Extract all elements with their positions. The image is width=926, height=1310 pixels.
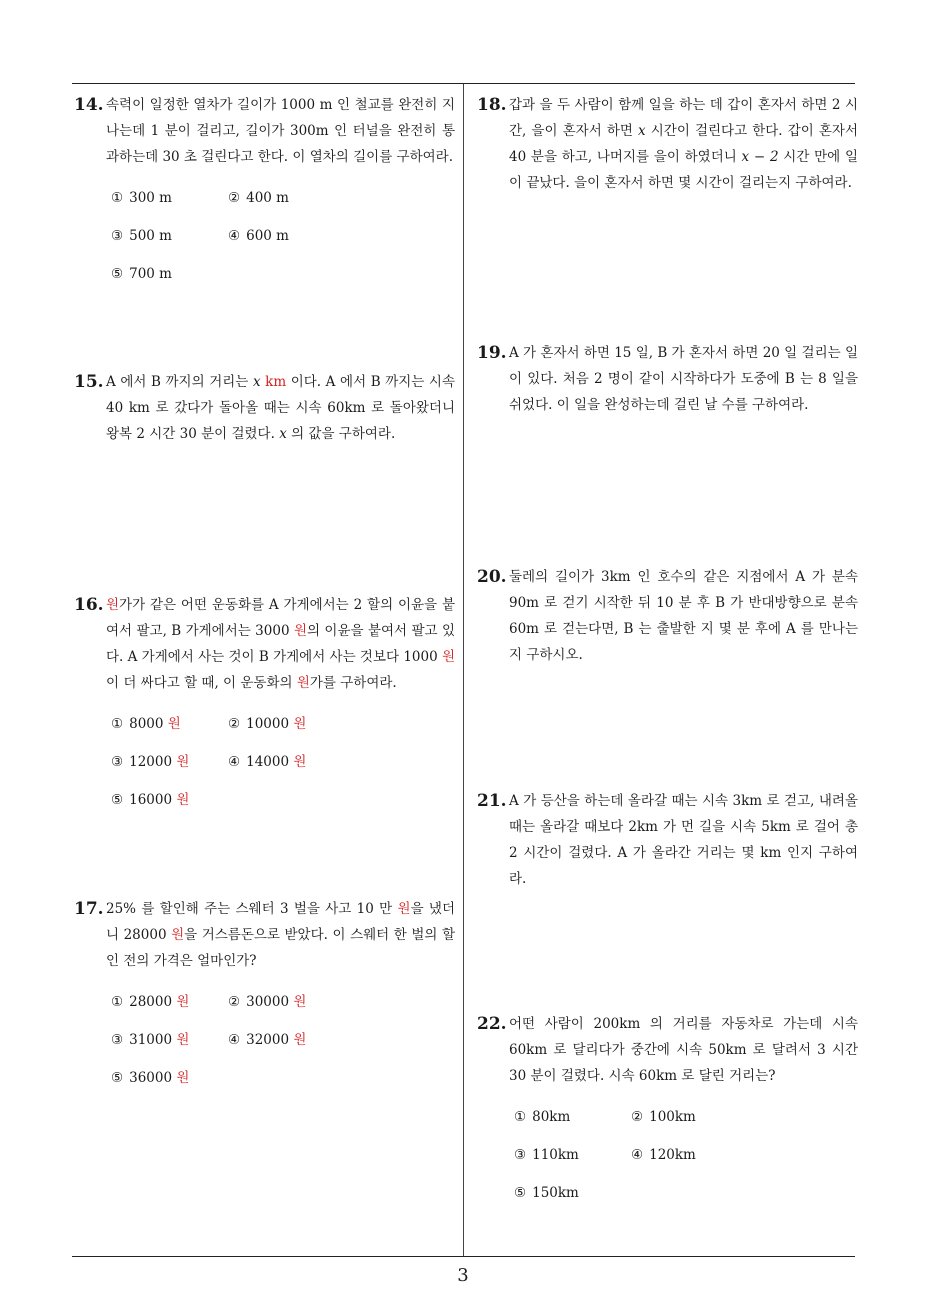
question-15 xyxy=(74,369,455,447)
option-1[interactable]: ① 300 m xyxy=(111,190,172,206)
option-3[interactable]: ③ 12000 원 xyxy=(111,754,190,770)
answer-options xyxy=(111,991,431,1089)
option-2[interactable]: ② 100km xyxy=(631,1109,696,1125)
answer-options xyxy=(514,1106,834,1204)
question-text: 속력이 일정한 열차가 길이가 1000 m 인 철교를 완전히 지나는데 1 분이 걸리고, 길이가 300m 인 터널을 완전히 통과하는데 30 초 걸린다고 한다. 이 열차의 길이를 구하여라. xyxy=(106,97,455,165)
option-5[interactable]: ⑤ 36000 원 xyxy=(111,1070,190,1086)
question-14 xyxy=(74,92,455,285)
question-18 xyxy=(477,92,858,196)
column-divider xyxy=(463,84,464,1256)
option-5[interactable]: ⑤ 700 m xyxy=(111,266,172,282)
option-4[interactable]: ④ 600 m xyxy=(228,228,289,244)
question-17 xyxy=(74,896,455,1089)
question-16 xyxy=(74,592,455,811)
question-text: 갑과 을 두 사람이 함께 일을 하는 데 갑이 혼자서 하면 2 시간, 을이 혼자서 하면 x 시간이 걸린다고 한다. 갑이 혼자서 40 분을 하고, 나머지를 을이 하였더니 x − 2 시간 만에 일이 끝났다. 을이 혼자서 하면 몇 시간이 걸리는지 구하여라. xyxy=(509,97,858,191)
option-3[interactable]: ③ 500 m xyxy=(111,228,172,244)
question-19 xyxy=(477,340,858,418)
question-text: A 가 혼자서 하면 15 일, B 가 혼자서 하면 20 일 걸리는 일이 있다. 처음 2 명이 같이 시작하다가 도중에 B 는 8 일을 쉬었다. 이 일을 완성하는데 걸린 날 수를 구하여라. xyxy=(509,345,858,413)
question-number: 20. xyxy=(477,567,507,587)
option-3[interactable]: ③ 31000 원 xyxy=(111,1032,190,1048)
question-text: 25% 를 할인해 주는 스웨터 3 벌을 사고 10 만 원을 냈더니 28000 원을 거스름돈으로 받았다. 이 스웨터 한 벌의 할인 전의 가격은 얼마인가? xyxy=(106,901,456,969)
question-number: 21. xyxy=(477,791,507,811)
question-number: 22. xyxy=(477,1014,507,1034)
answer-options xyxy=(111,187,431,285)
option-1[interactable]: ① 8000 원 xyxy=(111,716,181,732)
option-2[interactable]: ② 10000 원 xyxy=(228,716,307,732)
option-2[interactable]: ② 400 m xyxy=(228,190,289,206)
question-text: A 에서 B 까지의 거리는 x km 이다. A 에서 B 까지는 시속 40 km 로 갔다가 돌아올 때는 시속 60km 로 돌아왔더니 왕복 2 시간 30 분이 걸렸다. x 의 값을 구하여라. xyxy=(106,374,455,442)
question-number: 14. xyxy=(74,95,104,115)
question-number: 19. xyxy=(477,343,507,363)
bottom-rule xyxy=(72,1256,855,1257)
option-4[interactable]: ④ 32000 원 xyxy=(228,1032,307,1048)
question-21 xyxy=(477,788,858,892)
page-number: 3 xyxy=(457,1265,469,1286)
question-text: A 가 등산을 하는데 올라갈 때는 시속 3km 로 걷고, 내려올 때는 올라갈 때보다 2km 가 먼 길을 시속 5km 로 걸어 총 2 시간이 걸렸다. A 가 올라간 거리는 몇 km 인지 구하여라. xyxy=(509,793,858,887)
question-22 xyxy=(477,1011,858,1204)
question-text: 원가가 같은 어떤 운동화를 A 가게에서는 2 할의 이윤을 붙여서 팔고, B 가게에서는 3000 원의 이윤을 붙여서 팔고 있다. A 가게에서 사는 것이 B 가게에서 사는 것보다 1000 원이 더 싸다고 할 때, 이 운동화의 원가를 구하여라. xyxy=(106,597,456,691)
question-number: 17. xyxy=(74,899,104,919)
question-number: 16. xyxy=(74,595,104,615)
question-20 xyxy=(477,564,858,668)
option-1[interactable]: ① 28000 원 xyxy=(111,994,190,1010)
option-5[interactable]: ⑤ 16000 원 xyxy=(111,792,190,808)
option-3[interactable]: ③ 110km xyxy=(514,1147,579,1163)
answer-options xyxy=(111,713,431,811)
option-4[interactable]: ④ 120km xyxy=(631,1147,696,1163)
option-4[interactable]: ④ 14000 원 xyxy=(228,754,307,770)
question-text: 둘레의 길이가 3km 인 호수의 같은 지점에서 A 가 분속 90m 로 걷기 시작한 뒤 10 분 후 B 가 반대방향으로 분속 60m 로 걷는다면, B 는 출발한 지 몇 분 후에 A 를 만나는지 구하시오. xyxy=(509,569,858,663)
question-number: 18. xyxy=(477,95,507,115)
option-1[interactable]: ① 80km xyxy=(514,1109,571,1125)
option-2[interactable]: ② 30000 원 xyxy=(228,994,307,1010)
option-5[interactable]: ⑤ 150km xyxy=(514,1185,579,1201)
question-number: 15. xyxy=(74,372,104,392)
question-text: 어떤 사람이 200km 의 거리를 자동차로 가는데 시속 60km 로 달리다가 중간에 시속 50km 로 달려서 3 시간 30 분이 걸렸다. 시속 60km 로 달린 거리는? xyxy=(509,1016,858,1084)
